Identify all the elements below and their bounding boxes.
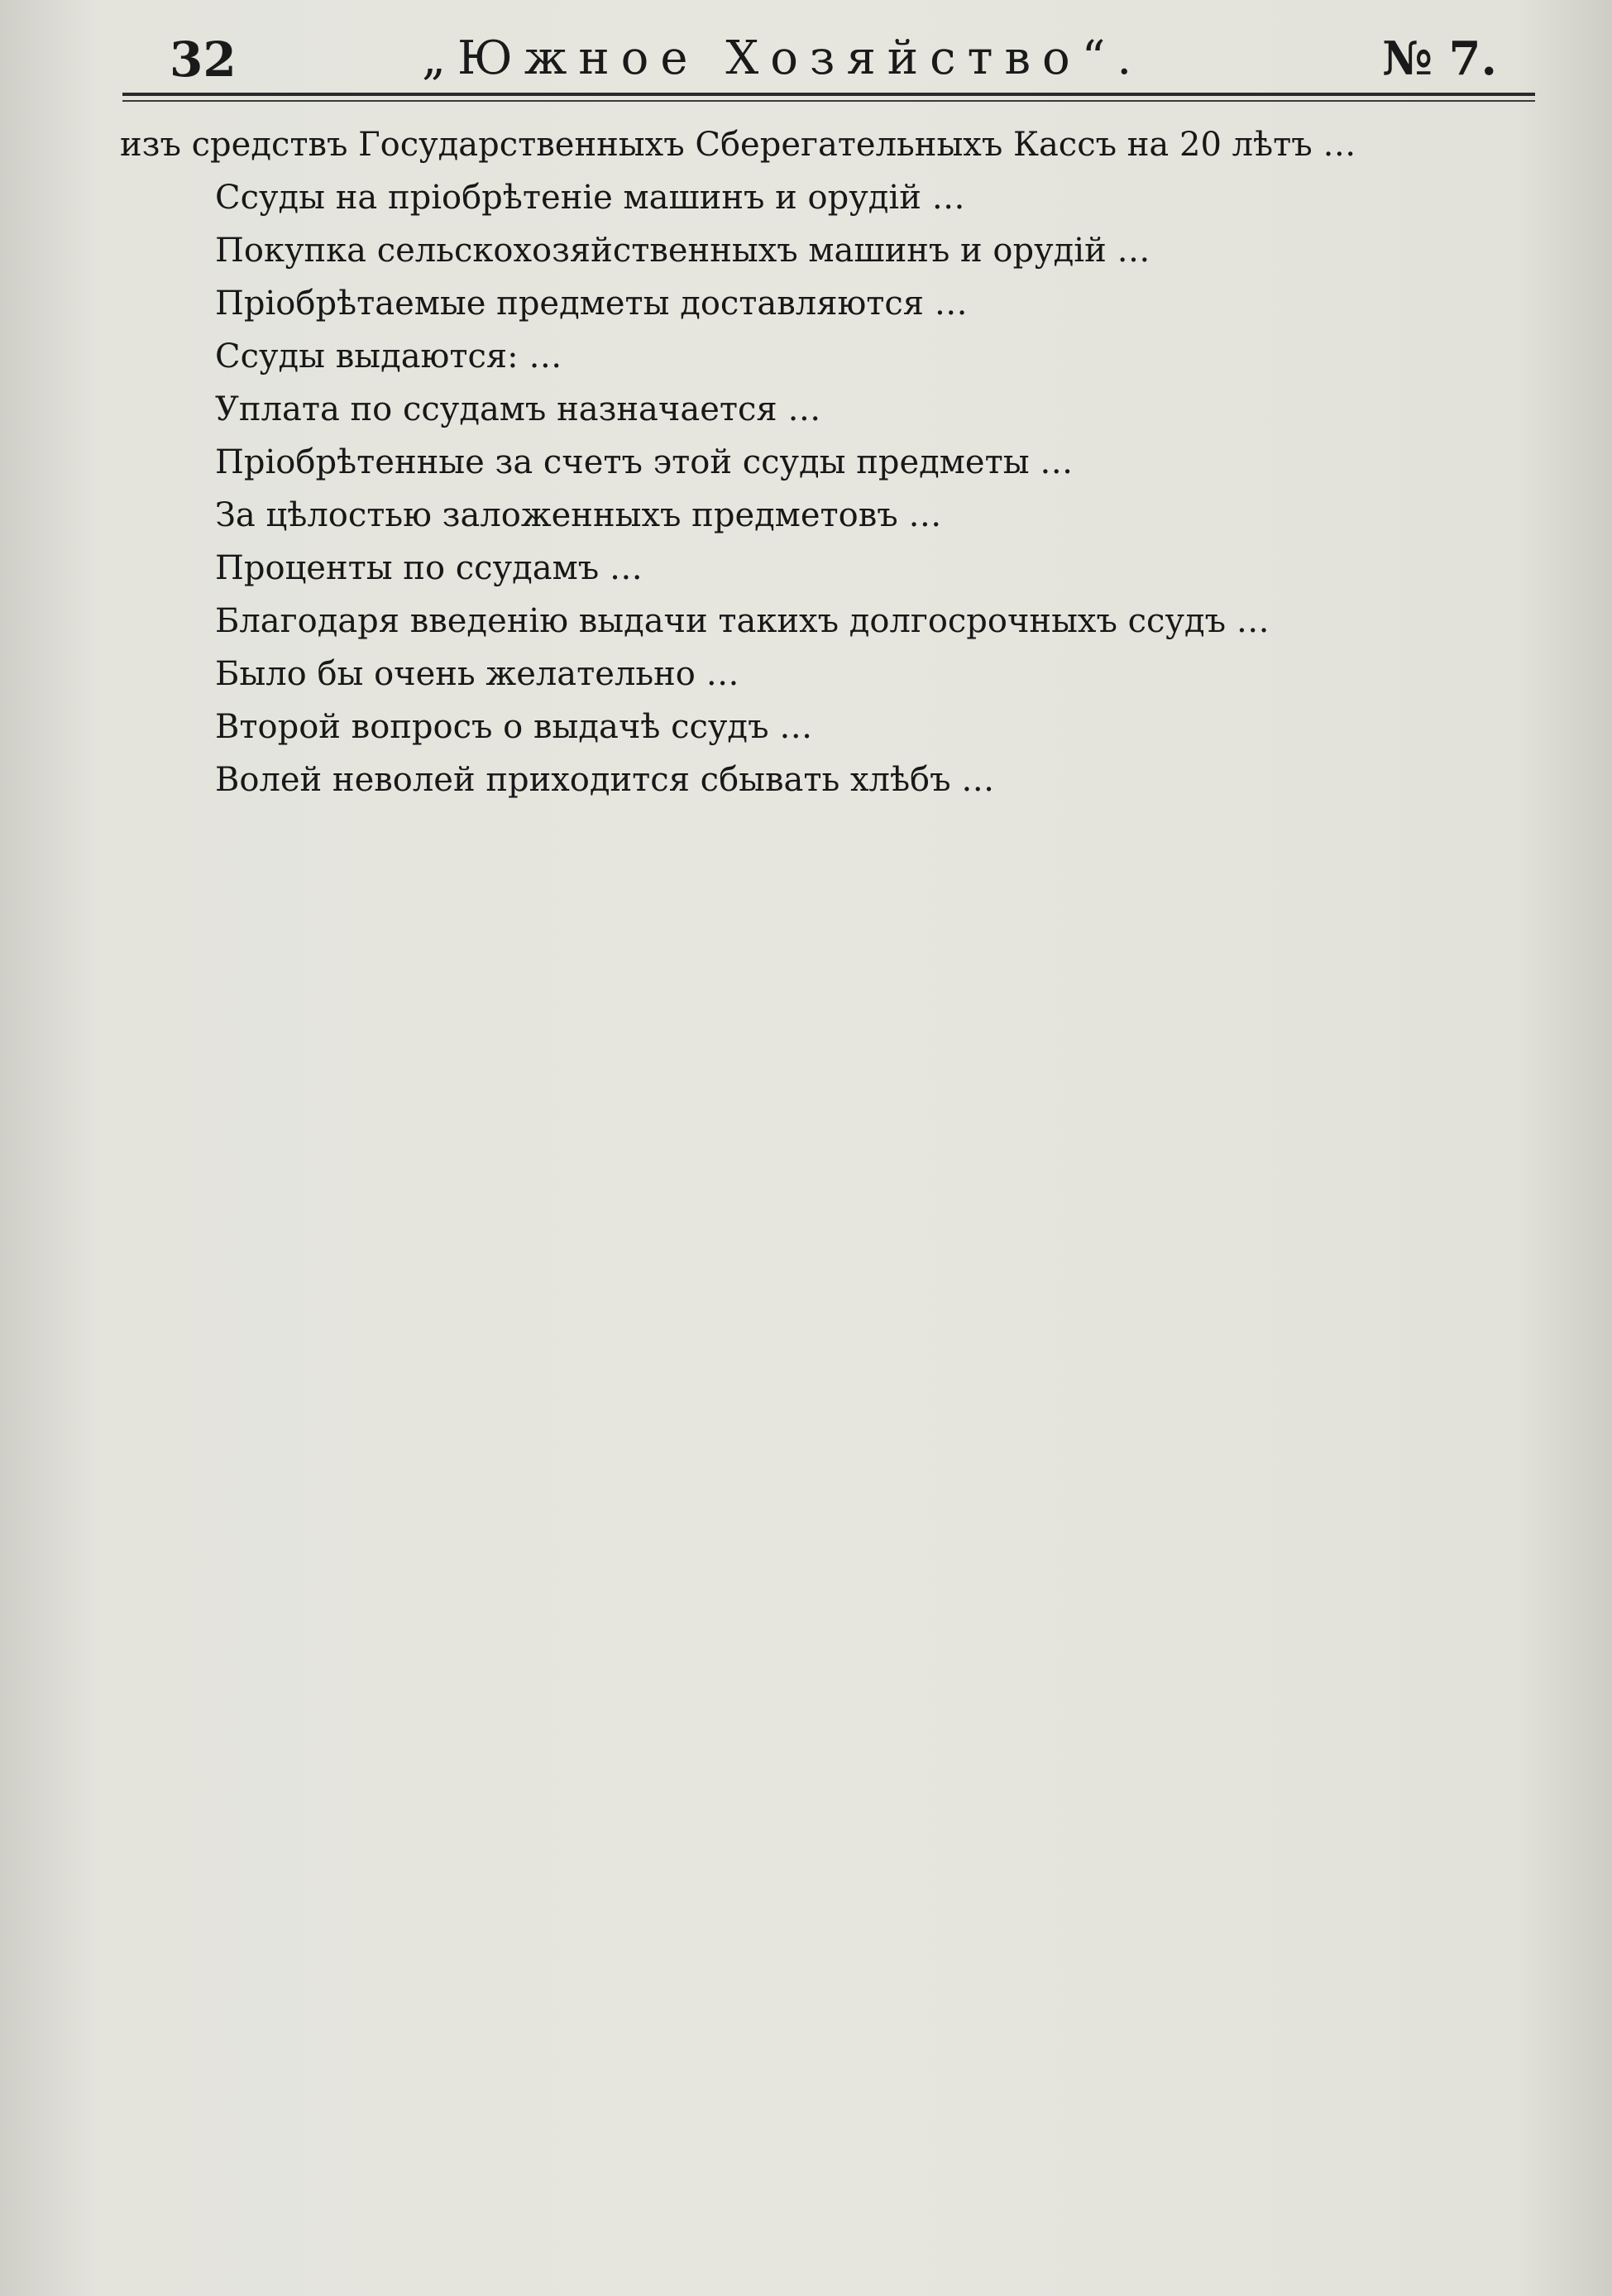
- header-rule-thin: [122, 100, 1535, 102]
- paragraph: Уплата по ссудамъ назначается …: [215, 390, 821, 428]
- paragraph: Ссуды на пріобрѣтеніе машинъ и орудій …: [215, 179, 965, 217]
- paragraph: Пріобрѣтенные за счетъ этой ссуды предметы …: [215, 443, 1074, 481]
- paragraph: Благодаря введенію выдачи такихъ долгосрочныхъ ссудъ …: [215, 602, 1270, 640]
- page-header: [124, 31, 1530, 98]
- paragraph: Проценты по ссудамъ …: [215, 549, 643, 587]
- paragraph: изъ средствъ Государственныхъ Сберегательныхъ Кассъ на 20 лѣтъ …: [120, 126, 1356, 164]
- page-number: 32: [170, 31, 237, 88]
- paragraph: Ссуды выдаются: …: [215, 337, 562, 375]
- article-body: [120, 124, 1538, 812]
- paragraph: За цѣлостью заложенныхъ предметовъ …: [215, 496, 942, 534]
- paragraph: Второй вопросъ о выдачѣ ссудъ …: [215, 708, 813, 746]
- paragraph: Покупка сельскохозяйственныхъ машинъ и орудій …: [215, 232, 1150, 270]
- paragraph: Волей неволей приходится сбывать хлѣбъ …: [215, 761, 995, 799]
- paragraph: Пріобрѣтаемые предметы доставляются …: [215, 285, 968, 323]
- header-rule-thick: [122, 93, 1535, 96]
- journal-title: „Южное Хозяйство“.: [422, 31, 1144, 85]
- issue-number: № 7.: [1382, 31, 1497, 86]
- paragraph: Было бы очень желательно …: [215, 655, 739, 693]
